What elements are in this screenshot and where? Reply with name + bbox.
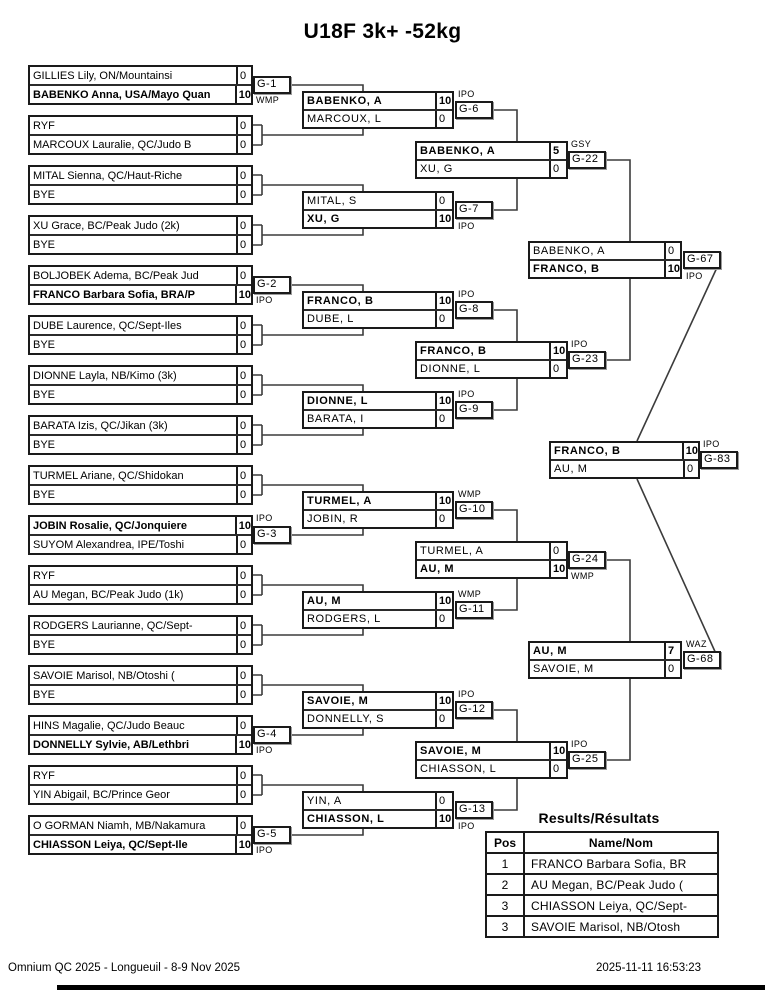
match-g13 [302, 791, 486, 831]
athlete-score: 0 [240, 688, 247, 701]
athlete-name: TURMEL Ariane, QC/Shidokan [30, 467, 238, 484]
match-number: G-9 [455, 401, 493, 419]
match-number: G-6 [455, 101, 493, 119]
win-type-code: WAZ [686, 639, 707, 649]
match-number: G-13 [455, 801, 493, 819]
footer-event-info: Omnium QC 2025 - Longueuil - 8-9 Nov 2025 [8, 962, 241, 974]
athlete-name: TURMEL, A [417, 543, 551, 559]
results-row [486, 853, 718, 874]
athlete-score: 10 [238, 88, 251, 101]
athlete-score: 0 [240, 369, 247, 382]
win-type-code: IPO [703, 439, 720, 449]
athlete-score: 10 [238, 738, 251, 751]
match-r1-2 [28, 115, 253, 155]
result-position: 3 [486, 895, 524, 916]
athlete-row [304, 293, 452, 309]
athlete-score: 10 [238, 519, 251, 532]
athlete-name: DUBE Laurence, QC/Sept-Iles [30, 317, 238, 334]
athlete-name: BARATA, I [304, 411, 437, 427]
athlete-row [530, 659, 680, 677]
athlete-row [30, 667, 251, 684]
result-position: 2 [486, 874, 524, 895]
athlete-name: BABENKO Anna, USA/Mayo Quan [30, 86, 237, 103]
athlete-score: 0 [240, 138, 247, 151]
athlete-row [551, 459, 698, 477]
athlete-name: AU, M [551, 461, 685, 477]
athlete-name: JOBIN Rosalie, QC/Jonquiere [30, 517, 237, 534]
athlete-score: 0 [240, 238, 247, 251]
match-g11 [302, 589, 485, 629]
match-r1-3 [28, 165, 253, 205]
athlete-row [304, 409, 452, 427]
athlete-row [304, 493, 452, 509]
athlete-row [30, 684, 251, 703]
athlete-score: 0 [240, 219, 247, 232]
athlete-score: 0 [240, 538, 247, 551]
match-g22 [415, 139, 599, 179]
results-table [485, 831, 719, 938]
athlete-score: 10 [439, 295, 452, 307]
athlete-name: BYE [30, 336, 238, 353]
win-type-code: WMP [458, 489, 482, 499]
athlete-row [30, 167, 251, 184]
athlete-name: JOBIN, R [304, 511, 437, 527]
athlete-score: 0 [240, 588, 247, 601]
win-type-code: GSY [571, 139, 592, 149]
athlete-score: 0 [439, 113, 446, 125]
athlete-row [30, 367, 251, 384]
match-r1-6 [28, 315, 253, 355]
athlete-score: 0 [240, 419, 247, 432]
athlete-row [417, 359, 566, 377]
athlete-score: 0 [240, 669, 247, 682]
athlete-name: SAVOIE, M [530, 661, 666, 677]
athlete-row [304, 209, 452, 227]
athlete-row [417, 743, 566, 759]
athlete-row [30, 417, 251, 434]
match-number: G-25 [568, 751, 606, 769]
athlete-score: 10 [238, 288, 251, 301]
match-g10 [302, 489, 486, 529]
footer-timestamp: 2025-11-11 16:53:23 [596, 962, 702, 974]
athlete-score: 0 [240, 188, 247, 201]
athlete-row [551, 443, 698, 459]
match-g3 [28, 513, 277, 555]
athlete-name: YIN, A [304, 793, 437, 809]
athlete-name: SUYOM Alexandrea, IPE/Toshi [30, 536, 238, 553]
athlete-row [417, 343, 566, 359]
athlete-score: 10 [553, 345, 566, 357]
athlete-score: 0 [439, 713, 446, 725]
athlete-row [30, 184, 251, 203]
athlete-score: 0 [668, 663, 675, 675]
win-type-code: IPO [458, 821, 475, 831]
win-type-code: IPO [458, 389, 475, 399]
athlete-row [30, 784, 251, 803]
athlete-score: 0 [240, 69, 247, 82]
results-header-pos: Pos [486, 832, 524, 853]
result-athlete: AU Megan, BC/Peak Judo ( [524, 874, 718, 895]
result-athlete: CHIASSON Leiya, QC/Sept- [524, 895, 718, 916]
athlete-score: 10 [439, 813, 452, 825]
athlete-score: 0 [240, 469, 247, 482]
match-g67 [528, 241, 714, 281]
athlete-row [30, 267, 251, 284]
athlete-name: BYE [30, 386, 238, 403]
athlete-row [30, 767, 251, 784]
match-r1-13 [28, 665, 253, 705]
athlete-name: RODGERS Laurianne, QC/Sept- [30, 617, 238, 634]
athlete-row [30, 484, 251, 503]
win-type-code: IPO [458, 221, 475, 231]
athlete-name: DONNELLY Sylvie, AB/Lethbri [30, 736, 237, 753]
athlete-name: AU, M [304, 593, 437, 609]
athlete-row [30, 517, 251, 534]
athlete-row [304, 393, 452, 409]
win-type-code: WMP [571, 571, 595, 581]
athlete-name: BYE [30, 186, 238, 203]
results-row [486, 895, 718, 916]
athlete-score: 10 [553, 563, 566, 575]
athlete-row [30, 584, 251, 603]
athlete-row [304, 309, 452, 327]
match-g1 [28, 65, 280, 105]
athlete-score: 0 [687, 463, 694, 475]
athlete-score: 10 [439, 395, 452, 407]
win-type-code: IPO [458, 689, 475, 699]
athlete-row [30, 617, 251, 634]
bottom-scrollbar[interactable] [57, 985, 765, 990]
athlete-row [304, 93, 452, 109]
match-r1-9 [28, 465, 253, 505]
athlete-row [30, 817, 251, 834]
athlete-score: 0 [439, 313, 446, 325]
athlete-score: 0 [240, 788, 247, 801]
match-g9 [302, 389, 479, 429]
athlete-name: MITAL Sienna, QC/Haut-Riche [30, 167, 238, 184]
match-g5 [28, 815, 277, 855]
win-type-code: IPO [256, 845, 273, 855]
athlete-name: SAVOIE Marisol, NB/Otoshi ( [30, 667, 238, 684]
win-type-code: IPO [256, 513, 273, 523]
athlete-row [417, 143, 566, 159]
athlete-score: 5 [553, 145, 560, 157]
athlete-name: RYF [30, 117, 238, 134]
match-number: G-12 [455, 701, 493, 719]
athlete-name: HINS Magalie, QC/Judo Beauc [30, 717, 238, 734]
athlete-row [304, 193, 452, 209]
athlete-score: 0 [439, 613, 446, 625]
result-position: 3 [486, 916, 524, 937]
athlete-name: FRANCO, B [304, 293, 437, 309]
athlete-row [30, 834, 251, 853]
win-type-code: IPO [458, 89, 475, 99]
match-g8 [302, 289, 479, 329]
athlete-score: 7 [668, 645, 675, 657]
athlete-row [30, 134, 251, 153]
match-number: G-1 [253, 76, 291, 94]
match-number: G-24 [568, 551, 606, 569]
athlete-name: DONNELLY, S [304, 711, 437, 727]
athlete-row [30, 384, 251, 403]
match-number: G-3 [253, 526, 291, 544]
win-type-code: WMP [256, 95, 280, 105]
match-g4 [28, 715, 277, 755]
athlete-name: BYE [30, 636, 238, 653]
athlete-name: FRANCO, B [417, 343, 551, 359]
athlete-score: 0 [240, 619, 247, 632]
athlete-name: YIN Abigail, BC/Prince Geor [30, 786, 238, 803]
athlete-name: BABENKO, A [304, 93, 437, 109]
athlete-score: 0 [553, 763, 560, 775]
athlete-score: 10 [439, 495, 452, 507]
athlete-row [30, 534, 251, 553]
match-g83-final [549, 439, 731, 479]
win-type-code: IPO [458, 289, 475, 299]
match-number: G-68 [683, 651, 721, 669]
athlete-score: 0 [240, 269, 247, 282]
athlete-row [417, 159, 566, 177]
athlete-name: CHIASSON, L [417, 761, 551, 777]
match-r1-12 [28, 615, 253, 655]
match-number: G-11 [455, 601, 493, 619]
athlete-name: RYF [30, 767, 238, 784]
athlete-name: O GORMAN Niamh, MB/Nakamura [30, 817, 238, 834]
match-g25 [415, 739, 599, 779]
win-type-code: WMP [458, 589, 482, 599]
athlete-row [417, 543, 566, 559]
result-athlete: SAVOIE Marisol, NB/Otosh [524, 916, 718, 937]
athlete-name: XU Grace, BC/Peak Judo (2k) [30, 217, 238, 234]
match-number: G-83 [700, 451, 738, 469]
athlete-name: AU, M [417, 561, 551, 577]
athlete-name: MITAL, S [304, 193, 437, 209]
match-number: G-23 [568, 351, 606, 369]
athlete-row [417, 559, 566, 577]
athlete-row [530, 243, 680, 259]
athlete-name: RYF [30, 567, 238, 584]
athlete-row [30, 467, 251, 484]
athlete-name: BARATA Izis, QC/Jikan (3k) [30, 417, 238, 434]
athlete-name: BYE [30, 686, 238, 703]
results-header-name: Name/Nom [524, 832, 718, 853]
athlete-score: 0 [240, 119, 247, 132]
match-number: G-22 [568, 151, 606, 169]
athlete-row [530, 643, 680, 659]
match-number: G-4 [253, 726, 291, 744]
win-type-code: IPO [571, 739, 588, 749]
athlete-name: RODGERS, L [304, 611, 437, 627]
athlete-score: 0 [240, 388, 247, 401]
athlete-row [30, 734, 251, 753]
athlete-score: 0 [553, 363, 560, 375]
match-g6 [302, 89, 479, 129]
athlete-name: BYE [30, 236, 238, 253]
athlete-row [30, 284, 251, 303]
match-r1-15 [28, 765, 253, 805]
athlete-row [30, 67, 251, 84]
match-g23 [415, 339, 599, 379]
match-r1-7 [28, 365, 253, 405]
match-r1-11 [28, 565, 253, 605]
match-number: G-2 [253, 276, 291, 294]
match-number: G-10 [455, 501, 493, 519]
athlete-row [30, 84, 251, 103]
athlete-name: DIONNE, L [417, 361, 551, 377]
athlete-score: 0 [553, 163, 560, 175]
athlete-row [30, 634, 251, 653]
athlete-name: AU, M [530, 643, 666, 659]
athlete-row [304, 593, 452, 609]
athlete-name: AU Megan, BC/Peak Judo (1k) [30, 586, 238, 603]
athlete-name: XU, G [304, 211, 437, 227]
athlete-score: 10 [667, 263, 680, 275]
athlete-score: 0 [240, 769, 247, 782]
athlete-name: BYE [30, 436, 238, 453]
athlete-name: SAVOIE, M [417, 743, 551, 759]
tournament-category-title: U18F 3k+ -52kg [303, 20, 462, 43]
athlete-row [30, 217, 251, 234]
athlete-score: 0 [668, 245, 675, 257]
match-number: G-5 [253, 826, 291, 844]
athlete-score: 10 [439, 595, 452, 607]
athlete-score: 0 [439, 795, 446, 807]
athlete-row [304, 793, 452, 809]
athlete-name: DIONNE, L [304, 393, 437, 409]
win-type-code: IPO [686, 271, 703, 281]
athlete-row [304, 809, 452, 827]
athlete-score: 0 [439, 413, 446, 425]
athlete-row [30, 567, 251, 584]
athlete-name: GILLIES Lily, ON/Mountainsi [30, 67, 238, 84]
match-number: G-7 [455, 201, 493, 219]
athlete-score: 0 [439, 513, 446, 525]
athlete-name: MARCOUX, L [304, 111, 437, 127]
athlete-row [30, 717, 251, 734]
match-g7 [302, 191, 479, 231]
match-number: G-67 [683, 251, 721, 269]
athlete-score: 0 [240, 719, 247, 732]
athlete-score: 0 [240, 169, 247, 182]
athlete-name: CHIASSON Leiya, QC/Sept-Ile [30, 836, 237, 853]
win-type-code: IPO [256, 295, 273, 305]
athlete-score: 0 [240, 488, 247, 501]
athlete-row [30, 117, 251, 134]
athlete-name: TURMEL, A [304, 493, 437, 509]
athlete-score: 0 [240, 819, 247, 832]
athlete-row [304, 709, 452, 727]
results-row [486, 916, 718, 937]
athlete-name: BABENKO, A [530, 243, 666, 259]
match-g68 [528, 639, 714, 679]
athlete-name: CHIASSON, L [304, 811, 437, 827]
athlete-row [30, 334, 251, 353]
athlete-row [30, 234, 251, 253]
results-header-row [486, 832, 718, 853]
athlete-row [530, 259, 680, 277]
athlete-score: 0 [240, 319, 247, 332]
athlete-score: 0 [240, 638, 247, 651]
match-number: G-8 [455, 301, 493, 319]
athlete-row [30, 434, 251, 453]
win-type-code: IPO [571, 339, 588, 349]
athlete-score: 10 [685, 445, 698, 457]
athlete-name: FRANCO Barbara Sofia, BRA/P [30, 286, 237, 303]
result-position: 1 [486, 853, 524, 874]
match-g24 [415, 541, 599, 581]
athlete-score: 0 [553, 545, 560, 557]
athlete-row [304, 693, 452, 709]
athlete-row [304, 509, 452, 527]
athlete-name: XU, G [417, 161, 551, 177]
athlete-score: 10 [238, 838, 251, 851]
athlete-score: 10 [439, 213, 452, 225]
athlete-row [304, 609, 452, 627]
athlete-score: 10 [553, 745, 566, 757]
match-g12 [302, 689, 486, 729]
athlete-name: BYE [30, 486, 238, 503]
athlete-name: MARCOUX Lauralie, QC/Judo B [30, 136, 238, 153]
win-type-code: IPO [256, 745, 273, 755]
athlete-score: 0 [240, 338, 247, 351]
athlete-score: 10 [439, 95, 452, 107]
athlete-name: SAVOIE, M [304, 693, 437, 709]
match-r1-8 [28, 415, 253, 455]
results-title: Results/Résultats [538, 810, 660, 826]
athlete-row [417, 759, 566, 777]
athlete-score: 0 [240, 438, 247, 451]
athlete-score: 0 [240, 569, 247, 582]
result-athlete: FRANCO Barbara Sofia, BR [524, 853, 718, 874]
athlete-name: FRANCO, B [551, 443, 684, 459]
athlete-name: FRANCO, B [530, 261, 666, 277]
athlete-name: BOLJOBEK Adema, BC/Peak Jud [30, 267, 238, 284]
athlete-row [30, 317, 251, 334]
athlete-score: 10 [439, 695, 452, 707]
athlete-name: DIONNE Layla, NB/Kimo (3k) [30, 367, 238, 384]
match-r1-4 [28, 215, 253, 255]
athlete-name: DUBE, L [304, 311, 437, 327]
athlete-row [304, 109, 452, 127]
results-row [486, 874, 718, 895]
athlete-score: 0 [439, 195, 446, 207]
match-g2 [28, 265, 277, 305]
athlete-name: BABENKO, A [417, 143, 551, 159]
